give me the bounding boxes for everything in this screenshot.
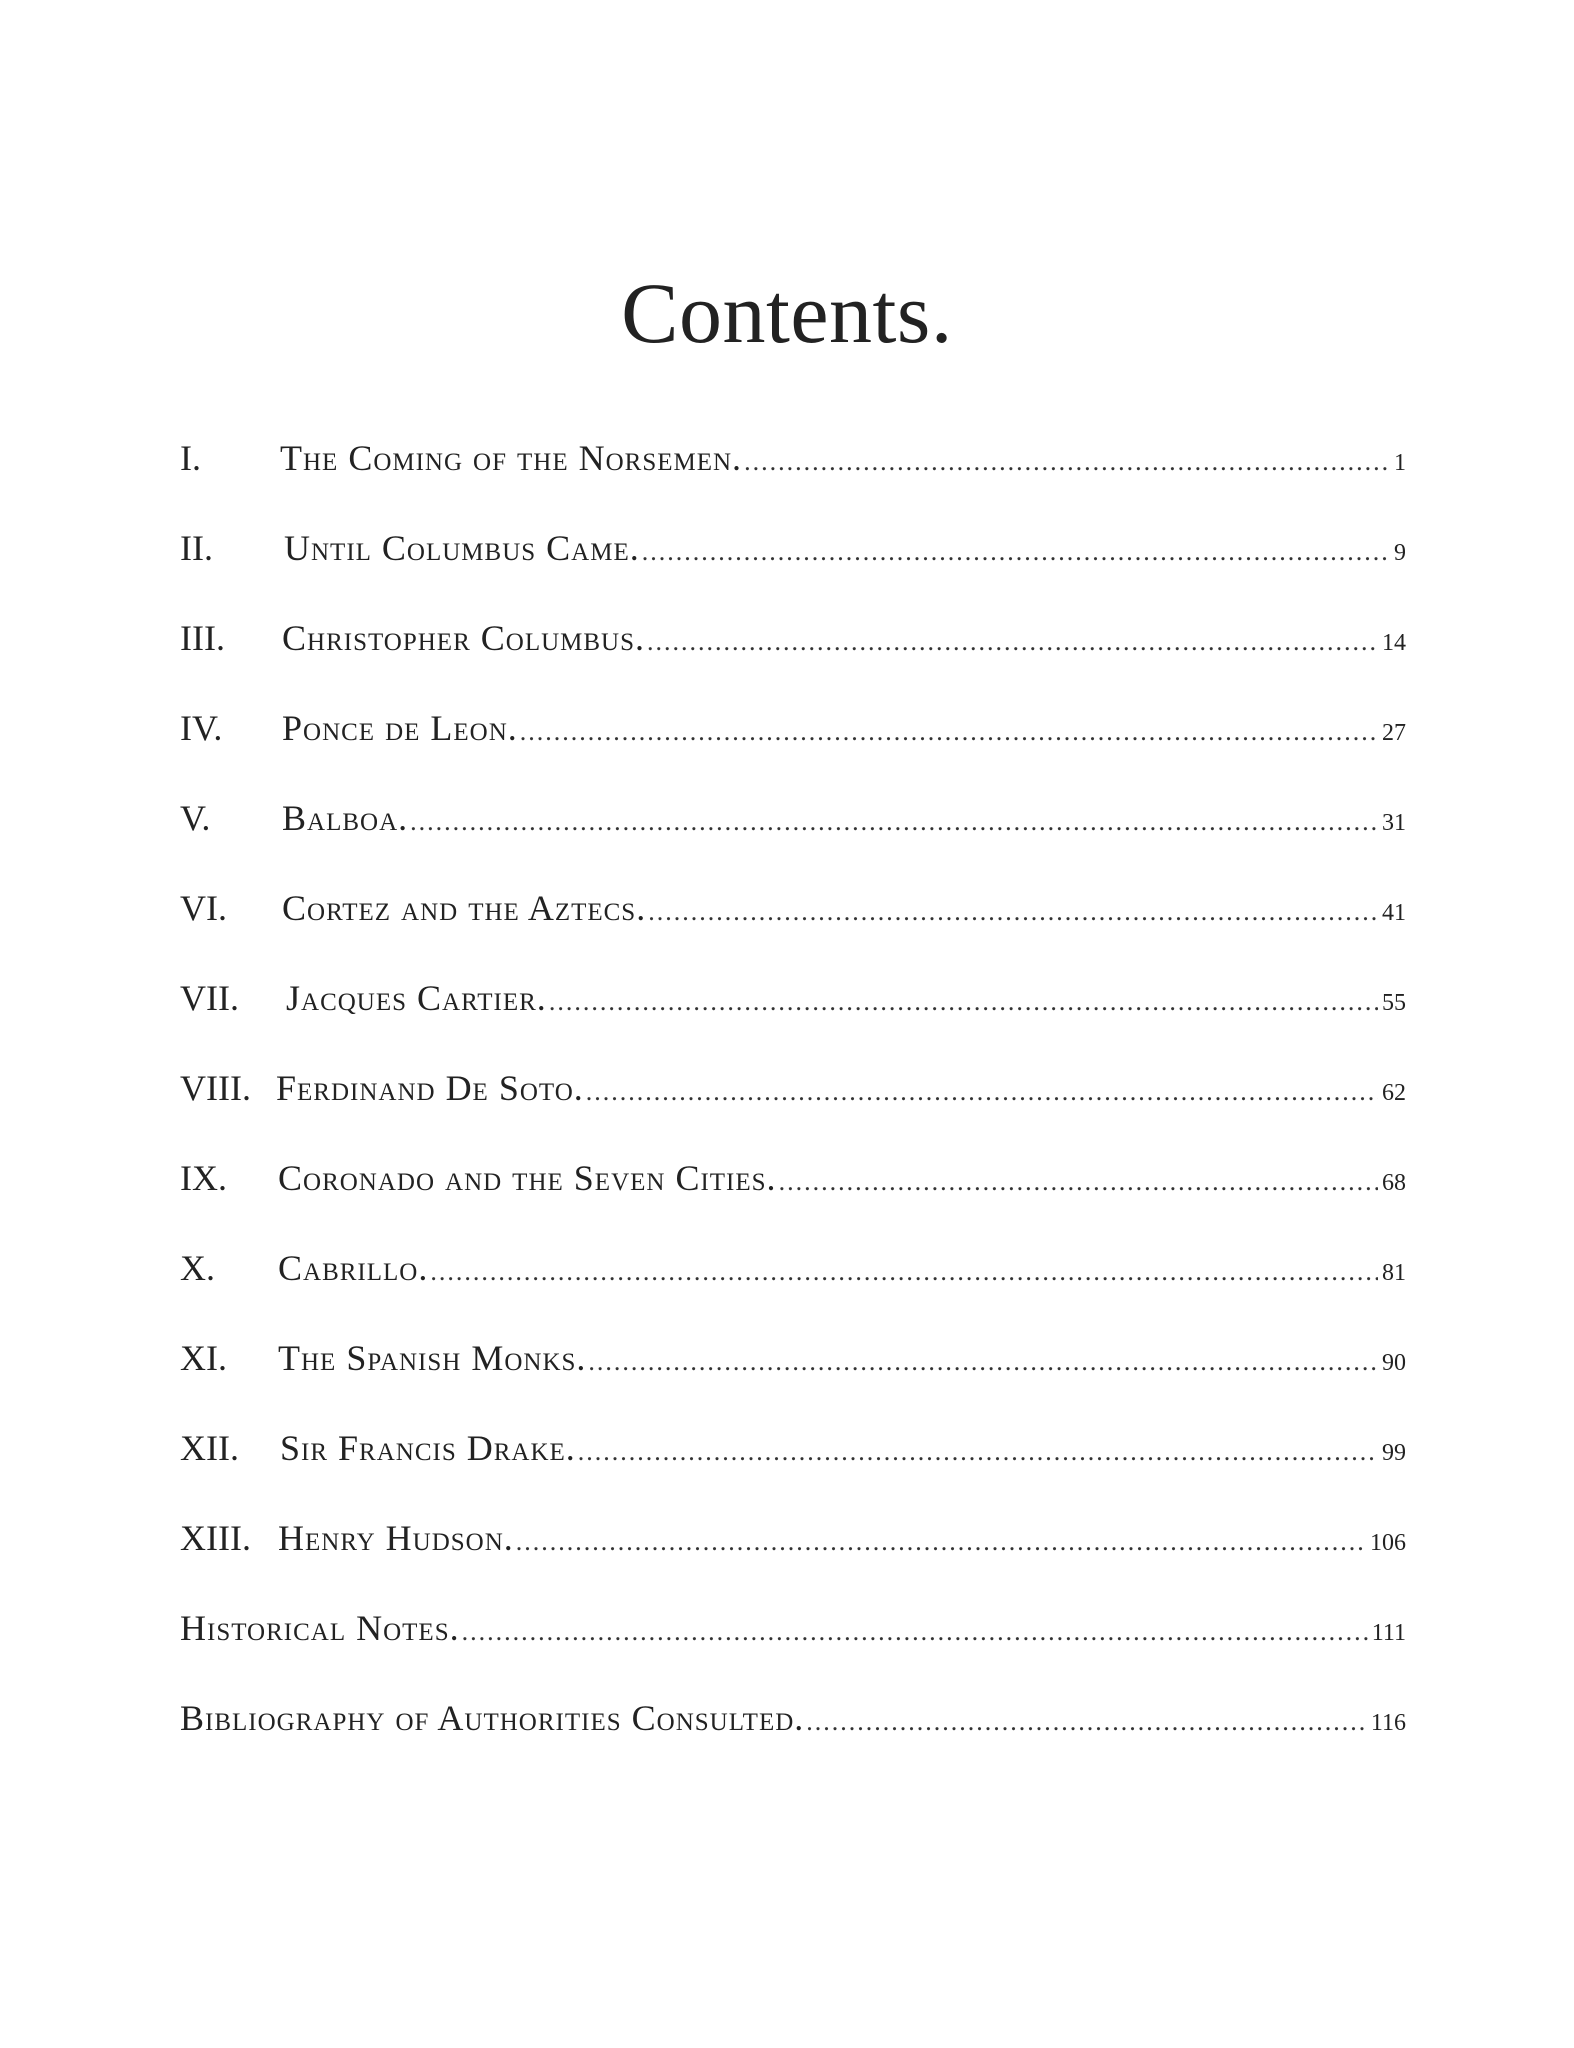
chapter-number: X. [180,1248,215,1288]
chapter-title: The Spanish Monks. [278,1338,587,1378]
dot-leader [648,899,1378,925]
page-number: 9 [1394,540,1406,566]
dot-leader [516,1529,1366,1555]
page-number: 31 [1382,810,1406,836]
chapter-number: XI. [180,1338,227,1378]
toc-entry [180,1070,1406,1160]
chapter-title: Until Columbus Came. [284,528,640,568]
page-number: 27 [1382,720,1406,746]
chapter-title: Cortez and the Aztecs. [282,888,647,928]
page-title: Contents. [621,265,953,361]
chapter-title: Henry Hudson. [278,1518,514,1558]
dot-leader [586,1079,1378,1105]
chapter-title: Bibliography of Authorities Consulted. [180,1698,805,1738]
page-number: 55 [1382,990,1406,1016]
toc-entry [180,710,1406,800]
chapter-number: VI. [180,888,227,928]
page-number: 81 [1382,1260,1406,1286]
toc-entry [180,1520,1406,1610]
chapter-title: Sir Francis Drake. [280,1428,576,1468]
chapter-title: Balboa. [282,798,409,838]
chapter-title: Ponce de Leon. [282,708,518,748]
dot-leader [578,1439,1378,1465]
chapter-number: IV. [180,708,223,748]
chapter-title: Historical Notes. [180,1608,460,1648]
toc-entry [180,1610,1406,1700]
toc-entry [180,440,1406,530]
chapter-title: Christopher Columbus. [282,618,645,658]
toc-entry [180,530,1406,620]
chapter-number: V. [180,798,211,838]
page-number: 90 [1382,1350,1406,1376]
table-of-contents [180,440,1406,1790]
page-number: 68 [1382,1170,1406,1196]
chapter-title: The Coming of the Norsemen. [280,438,743,478]
dot-leader [588,1349,1378,1375]
page-number: 99 [1382,1440,1406,1466]
toc-entry [180,890,1406,980]
dot-leader [410,809,1378,835]
chapter-number: XII. [180,1428,239,1468]
chapter-number: II. [180,528,213,568]
toc-entry [180,1430,1406,1520]
toc-entry [180,620,1406,710]
chapter-number: IX. [180,1158,227,1198]
chapter-title: Cabrillo. [278,1248,429,1288]
chapter-title: Coronado and the Seven Cities. [278,1158,777,1198]
dot-leader [806,1709,1367,1735]
chapter-title: Ferdinand De Soto. [276,1068,584,1108]
page-number: 41 [1382,900,1406,926]
page-number: 1 [1394,450,1406,476]
toc-entry [180,980,1406,1070]
chapter-title: Jacques Cartier. [286,978,547,1018]
dot-leader [549,989,1378,1015]
dot-leader [462,1619,1368,1645]
page-number: 111 [1371,1620,1406,1646]
page-number: 14 [1382,630,1406,656]
dot-leader [647,629,1378,655]
toc-entry [180,1250,1406,1340]
chapter-number: III. [180,618,225,658]
toc-entry [180,1700,1406,1790]
dot-leader [779,1169,1378,1195]
chapter-number: XIII. [180,1518,251,1558]
dot-leader [744,449,1390,475]
toc-entry [180,1160,1406,1250]
toc-entry [180,1340,1406,1430]
toc-entry [180,800,1406,890]
page-number: 62 [1382,1080,1406,1106]
chapter-number: I. [180,438,201,478]
chapter-number: VIII. [180,1068,251,1108]
page-number: 116 [1370,1710,1406,1736]
page-number: 106 [1370,1530,1406,1556]
dot-leader [430,1259,1378,1285]
dot-leader [520,719,1378,745]
chapter-number: VII. [180,978,239,1018]
dot-leader [642,539,1390,565]
